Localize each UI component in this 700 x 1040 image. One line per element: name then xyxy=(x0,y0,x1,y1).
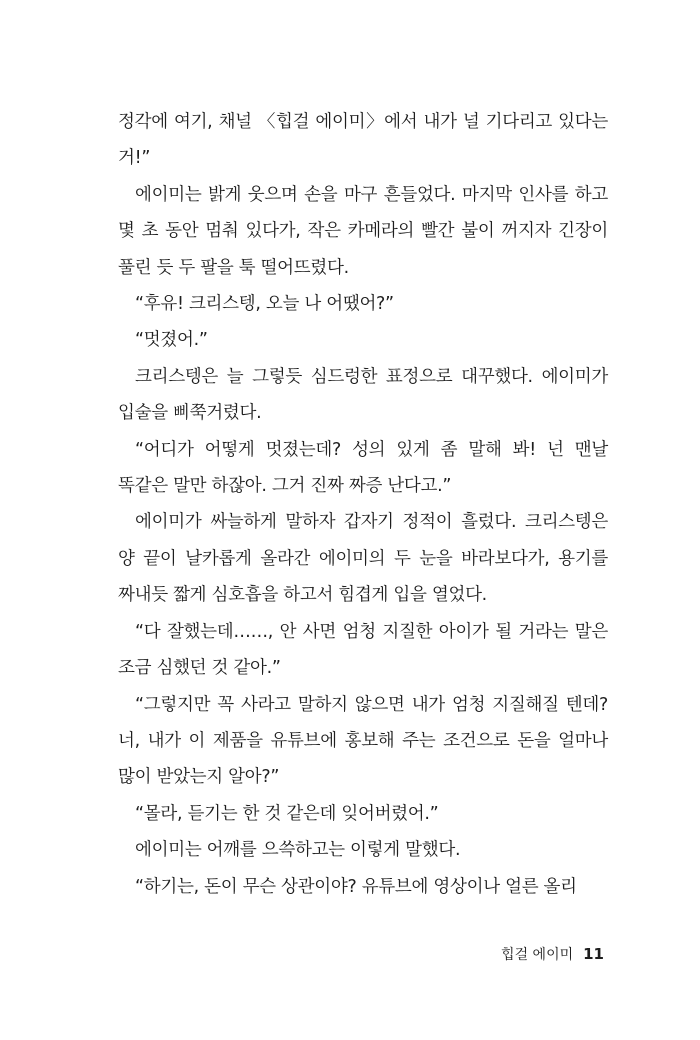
page-number: 11 xyxy=(583,945,604,963)
paragraph: 크리스텡은 늘 그렇듯 심드렁한 표정으로 대꾸했다. 에이미가 입술을 삐쭉거렸다. xyxy=(118,366,608,424)
page-footer xyxy=(501,944,604,964)
paragraph: “어디가 어떻게 멋졌는데? 성의 있게 좀 말해 봐! 넌 맨날 똑같은 말만 하잖아. 그거 진짜 짜증 난다고.” xyxy=(118,439,608,497)
paragraph: 에이미가 싸늘하게 말하자 갑자기 정적이 흘렀다. 크리스텡은 양 끝이 날카롭게 올라간 에이미의 두 눈을 바라보다가, 용기를 짜내듯 짧게 심호흡을 하고서 힘겹게 입을 열었다. xyxy=(118,512,608,606)
paragraph: “멋졌어.” xyxy=(135,330,208,351)
paragraph: 정각에 여기, 채널 〈힙걸 에이미〉에서 내가 널 기다리고 있다는 거!” xyxy=(118,112,608,169)
paragraph: “다 잘했는데……, 안 사면 엄청 지질한 아이가 될 거라는 말은 조금 심했던 것 같아.” xyxy=(118,621,608,679)
paragraph: “그렇지만 꼭 사라고 말하지 않으면 내가 엄청 지질해질 텐데? 너, 내가 이 제품을 유튜브에 홍보해 주는 조건으로 돈을 얼마나 많이 받았는지 알아?” xyxy=(118,694,608,788)
running-title: 힙걸 에이미 xyxy=(501,947,574,963)
paragraph: 에이미는 밝게 웃으며 손을 마구 흔들었다. 마지막 인사를 하고 몇 초 동안 멈춰 있다가, 작은 카메라의 빨간 불이 꺼지자 긴장이 풀린 듯 두 팔을 툭 떨어뜨렸다. xyxy=(118,184,608,278)
body-text xyxy=(118,104,608,905)
paragraph: “몰라, 듣기는 한 것 같은데 잊어버렸어.” xyxy=(135,803,439,824)
paragraph: “하기는, 돈이 무슨 상관이야? 유튜브에 영상이나 얼른 올리 xyxy=(135,876,577,897)
paragraph: “후유! 크리스텡, 오늘 나 어땠어?” xyxy=(135,294,394,315)
paragraph: 에이미는 어깨를 으쓱하고는 이렇게 말했다. xyxy=(135,840,461,861)
